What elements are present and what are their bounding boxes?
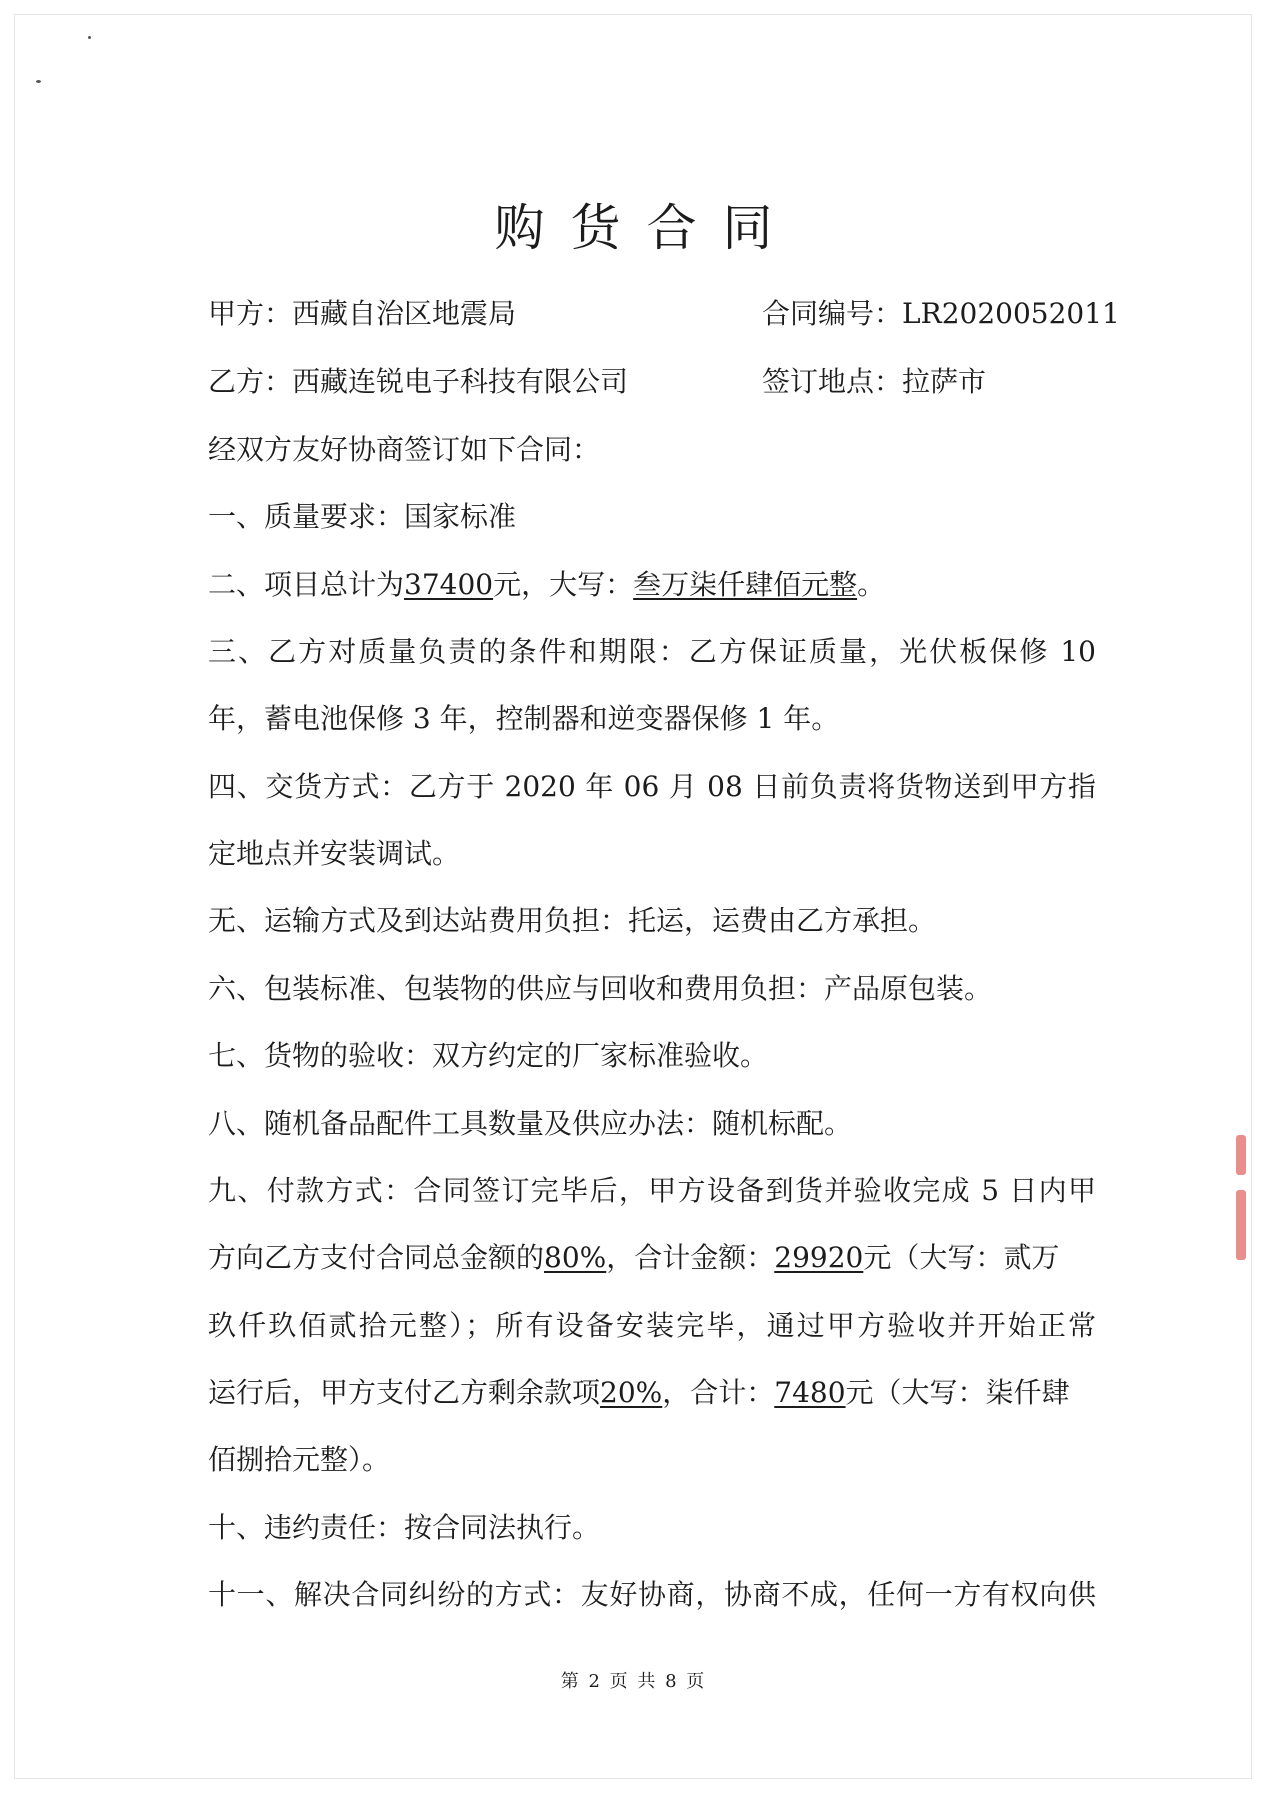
clause-9-line-4: [208, 1375, 1096, 1411]
scan-speck: [88, 36, 91, 39]
first-payment-percent: 80%: [544, 1241, 607, 1274]
total-amount-words: 叁万柒仟肆佰元整: [633, 568, 858, 601]
sign-place: [762, 364, 986, 400]
contract-number-value: LR2020052011: [902, 297, 1120, 330]
total-amount: 37400: [404, 568, 494, 601]
clause-6: 六、包装标准、包装物的供应与回收和费用负担：产品原包装。: [208, 972, 993, 1005]
clause-2-mid: 元，大写：: [493, 568, 634, 601]
clause-9-line-2-c: 元（大写：贰万: [863, 1241, 1060, 1274]
intro-text: 经双方友好协商签订如下合同：: [208, 433, 601, 466]
clause-11: 十一、解决合同纠纷的方式：友好协商，协商不成，任何一方有权向供: [208, 1578, 1096, 1611]
clause-9-line-4-a: 运行后，甲方支付乙方剩余款项: [208, 1376, 601, 1409]
party-a-label: 甲方：: [208, 297, 293, 330]
final-payment-amount: 7480: [774, 1376, 846, 1409]
party-a-name: 西藏自治区地震局: [292, 297, 517, 330]
clause-9-line-1: 九、付款方式：合同签订完毕后，甲方设备到货并验收完成 5 日内甲: [208, 1174, 1096, 1207]
clause-9-line-4-b: ，合计：: [662, 1376, 775, 1409]
document-title: 购货合同: [494, 199, 799, 257]
clause-3-line-1: 三、乙方对质量负责的条件和期限：乙方保证质量，光伏板保修 10: [208, 635, 1096, 668]
contract-number: [762, 296, 1120, 332]
clause-5: 无、运输方式及到达站费用负担：托运，运费由乙方承担。: [208, 904, 937, 937]
clause-9-line-4-c: 元（大写：柒仟肆: [845, 1376, 1070, 1409]
final-payment-percent: 20%: [600, 1376, 663, 1409]
party-a: [208, 296, 516, 332]
clause-7: 七、货物的验收：双方约定的厂家标准验收。: [208, 1039, 769, 1072]
seal-edge-mark: [1236, 1135, 1246, 1175]
first-payment-amount: 29920: [774, 1241, 864, 1274]
party-b-name: 西藏连锐电子科技有限公司: [292, 365, 629, 398]
clause-9-line-5: 佰捌拾元整）。: [208, 1443, 391, 1476]
party-b-label: 乙方：: [208, 365, 293, 398]
sign-place-label: 签订地点：: [762, 365, 903, 398]
clause-2-suffix: 。: [857, 568, 886, 601]
clause-4-line-1: 四、交货方式：乙方于 2020 年 06 月 08 日前负责将货物送到甲方指: [208, 770, 1096, 803]
clause-3-line-2: 年，蓄电池保修 3 年，控制器和逆变器保修 1 年。: [208, 702, 840, 735]
clause-4-line-2: 定地点并安装调试。: [208, 837, 461, 870]
clause-9-line-2: [208, 1240, 1096, 1276]
clause-8: 八、随机备品配件工具数量及供应办法：随机标配。: [208, 1107, 853, 1140]
clause-9-line-3: 玖仟玖佰贰拾元整）；所有设备安装完毕，通过甲方验收并开始正常: [208, 1309, 1096, 1342]
clause-2-prefix: 二、项目总计为: [208, 568, 405, 601]
clause-1: 一、质量要求：国家标准: [208, 500, 517, 533]
page-number-footer: 第 2 页 共 8 页: [560, 1671, 707, 1692]
clause-9-line-2-a: 方向乙方支付合同总金额的: [208, 1241, 545, 1274]
scan-speck: [36, 80, 41, 83]
party-b: [208, 364, 628, 400]
sign-place-value: 拉萨市: [902, 365, 987, 398]
clause-2: [208, 567, 1096, 603]
seal-edge-mark: [1236, 1190, 1246, 1260]
clause-10: 十、违约责任：按合同法执行。: [208, 1511, 601, 1544]
clause-9-line-2-b: ，合计金额：: [606, 1241, 775, 1274]
contract-number-label: 合同编号：: [762, 297, 903, 330]
